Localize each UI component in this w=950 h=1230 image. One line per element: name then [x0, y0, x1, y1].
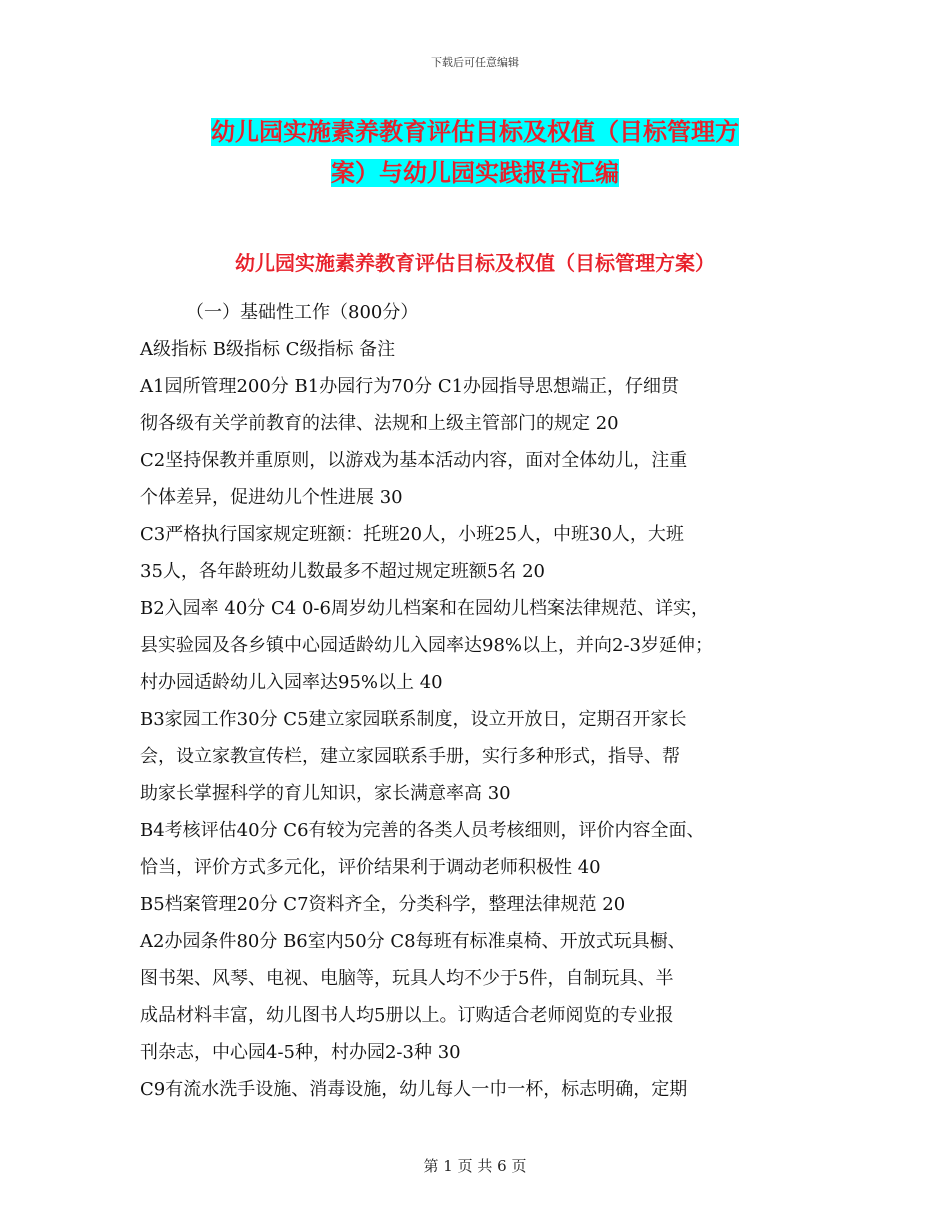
title-highlight-2: 案）与幼儿园实践报告汇编	[331, 159, 619, 187]
text-line: B5档案管理20分 C7资料齐全，分类科学，整理法律规范 20	[140, 894, 626, 915]
text-line: B2入园率 40分 C4 0-6周岁幼儿档案和在园幼儿档案法律规范、详实，	[140, 598, 709, 619]
text-line: A1园所管理200分 B1办园行为70分 C1办园指导思想端正，仔细贯	[140, 376, 680, 397]
text-line: A级指标 B级指标 C级指标 备注	[140, 339, 396, 360]
document-body	[140, 294, 812, 1108]
text-line: 县实验园及各乡镇中心园适龄幼儿入园率达98%以上，并向2-3岁延伸；	[140, 635, 713, 656]
text-line: 35人，各年龄班幼儿数最多不超过规定班额5名 20	[140, 561, 545, 582]
text-line: C2坚持保教并重原则，以游戏为基本活动内容，面对全体幼儿，注重	[140, 450, 688, 471]
page-footer: 第 1 页 共 6 页	[423, 1157, 527, 1175]
text-line: 图书架、风琴、电视、电脑等，玩具人均不少于5件，自制玩具、半	[140, 968, 674, 989]
header-note: 下载后可任意编辑	[431, 56, 519, 69]
text-line: 刊杂志，中心园4-5种，村办园2-3种 30	[140, 1042, 461, 1063]
text-line: B3家园工作30分 C5建立家园联系制度，设立开放日，定期召开家长	[140, 709, 687, 730]
text-line: 彻各级有关学前教育的法律、法规和上级主管部门的规定 20	[140, 413, 619, 434]
section-heading: （一）基础性工作（800分）	[186, 302, 419, 323]
text-line: A2办园条件80分 B6室内50分 C8每班有标准桌椅、开放式玩具橱、	[140, 931, 686, 952]
document-title	[140, 112, 810, 194]
document-title-line-2	[140, 153, 810, 194]
text-line: 恰当，评价方式多元化，评价结果利于调动老师积极性 40	[140, 857, 601, 878]
section-title: 幼儿园实施素养教育评估目标及权值（目标管理方案）	[235, 251, 715, 275]
text-line: C9有流水洗手设施、消毒设施，幼儿每人一巾一杯，标志明确，定期	[140, 1079, 688, 1100]
text-line: 村办园适龄幼儿入园率达95%以上 40	[140, 672, 443, 693]
text-line: C3严格执行国家规定班额：托班20人，小班25人，中班30人，大班	[140, 524, 684, 545]
text-line: 个体差异，促进幼儿个性进展 30	[140, 487, 403, 508]
text-line: B4考核评估40分 C6有较为完善的各类人员考核细则，评价内容全面、	[140, 820, 705, 841]
text-line: 会，设立家教宣传栏，建立家园联系手册，实行多种形式，指导、帮	[140, 746, 680, 767]
text-line: 助家长掌握科学的育儿知识，家长满意率高 30	[140, 783, 511, 804]
text-line: 成品材料丰富，幼儿图书人均5册以上。订购适合老师阅览的专业报	[140, 1005, 674, 1026]
document-title-line-1	[140, 112, 810, 153]
title-highlight-1: 幼儿园实施素养教育评估目标及权值（目标管理方	[211, 118, 739, 146]
